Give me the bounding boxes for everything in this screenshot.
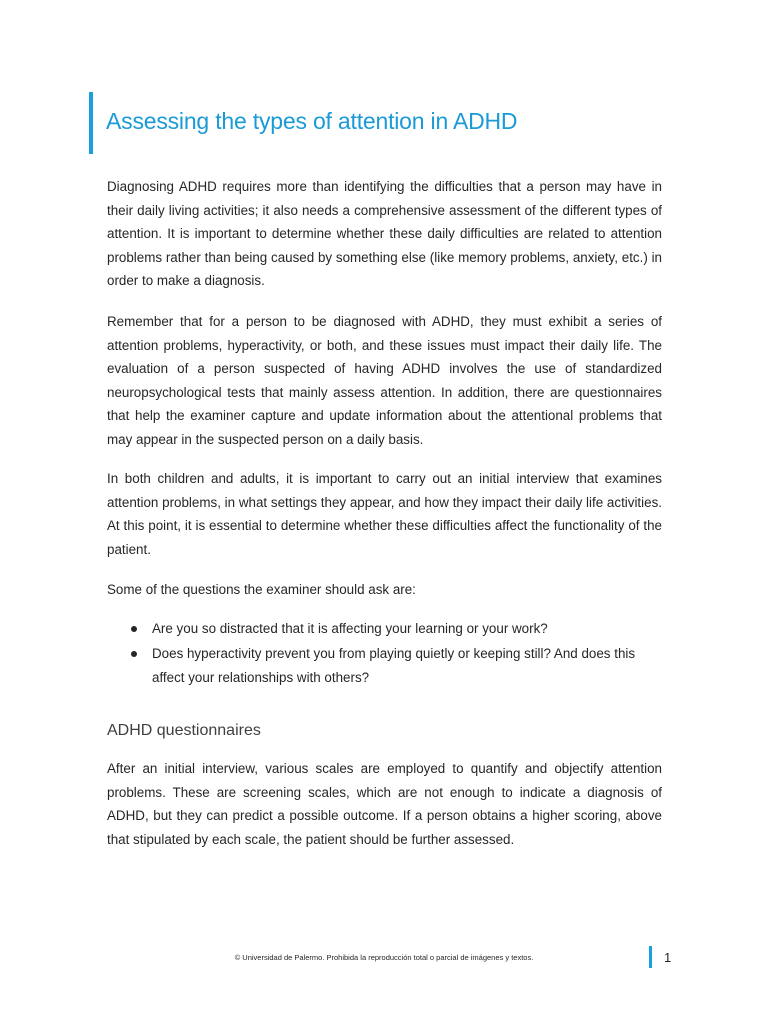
- bullet-icon: [131, 626, 137, 632]
- paragraph-3: In both children and adults, it is important to carry out an initial interview that examines attention problems, in what settings they appear, and how they impact their daily life activities. At this point, it is essential to determine whether these difficulties affect the functionality of the patient.: [107, 471, 662, 557]
- page-number: 1: [664, 950, 672, 965]
- list-item: [107, 642, 662, 690]
- footer-copyright: © Universidad de Palermo. Prohibida la reproducción total o parcial de imágenes y textos.: [234, 953, 534, 962]
- list-item: [107, 617, 662, 641]
- footer-accent-bar: [649, 946, 652, 968]
- bullet-icon: [131, 651, 137, 657]
- paragraph-4: Some of the questions the examiner should ask are:: [107, 582, 416, 597]
- list-item-text: Does hyperactivity prevent you from playing quietly or keeping still? And does this affect your relationships with others?: [152, 646, 636, 685]
- question-list: [107, 617, 662, 691]
- section-heading: ADHD questionnaires: [107, 722, 261, 739]
- paragraph-2: Remember that for a person to be diagnosed with ADHD, they must exhibit a series of attention problems, hyperactivity, or both, and these issues must impact their daily life. The evaluation of a person suspected of having ADHD involves the use of standardized neuropsychological tests that mainly assess attention. In addition, there are questionnaires that help the examiner capture and update information about the attentional problems that may appear in the suspected person on a daily basis.: [107, 314, 662, 447]
- paragraph-1: Diagnosing ADHD requires more than identifying the difficulties that a person may have in their daily living activities; it also needs a comprehensive assessment of the different types of attention. It is important to determine whether these daily difficulties are related to attention problems rather than being caused by something else (like memory problems, anxiety, etc.) in order to make a diagnosis.: [107, 179, 662, 289]
- page-title: Assessing the types of attention in ADHD: [106, 108, 518, 134]
- list-item-text: Are you so distracted that it is affecting your learning or your work?: [152, 621, 548, 636]
- paragraph-5: After an initial interview, various scales are employed to quantify and objectify attention problems. These are screening scales, which are not enough to indicate a diagnosis of ADHD, but they can predict a possible outcome. If a person obtains a higher scoring, above that stipulated by each scale, the patient should be further assessed.: [107, 761, 662, 847]
- title-accent-bar: [89, 92, 93, 154]
